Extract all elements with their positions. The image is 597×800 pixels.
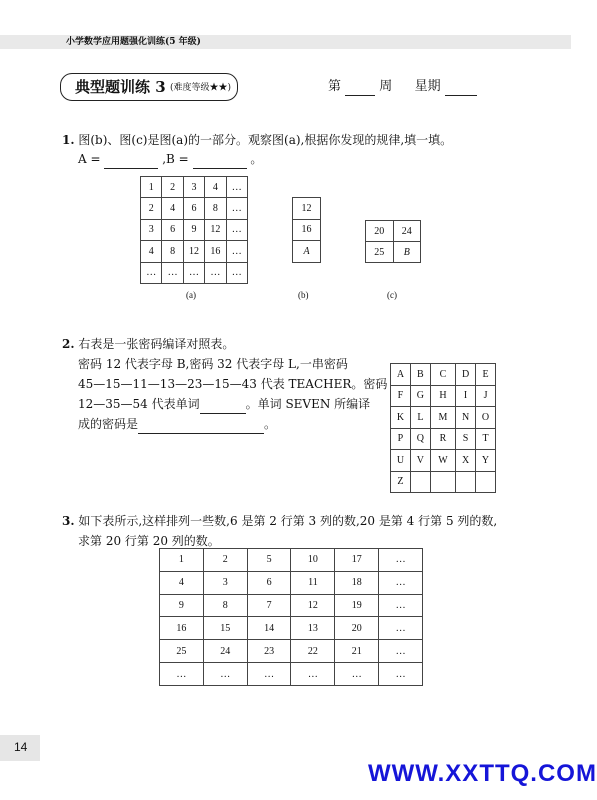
q2-text: 12—35—54 代表单词 <box>78 397 200 411</box>
table-cell <box>476 471 496 493</box>
table-cell: T <box>476 428 496 450</box>
q2-line: 45—15—11—13—23—15—43 代表 TEACHER。密码 <box>78 377 388 391</box>
table-cell: … <box>379 663 423 686</box>
week-blank[interactable] <box>345 81 375 96</box>
table-cell: 20 <box>366 221 394 242</box>
table-cell: … <box>247 663 291 686</box>
table-cell: … <box>203 663 247 686</box>
table-cell: R <box>430 428 455 450</box>
table-cell: N <box>456 407 476 429</box>
word-blank[interactable] <box>200 399 246 414</box>
table-cell: 4 <box>205 177 226 198</box>
number-array-table <box>159 548 423 686</box>
table-row <box>293 219 321 241</box>
q2-text: 。 <box>264 417 277 431</box>
table-row <box>160 617 423 640</box>
table-a <box>140 176 248 284</box>
table-cell: 11 <box>291 571 335 594</box>
question-1 <box>62 130 552 150</box>
question-text: 图(b)、图(c)是图(a)的一部分。观察图(a),根据你发现的规律,填一填。 <box>78 133 453 147</box>
table-cell: 24 <box>393 221 421 242</box>
table-cell: L <box>410 407 430 429</box>
table-row <box>160 594 423 617</box>
table-row <box>391 450 496 472</box>
table-cell: M <box>430 407 455 429</box>
table-cell: 21 <box>335 640 379 663</box>
table-cell: A <box>293 241 321 263</box>
q2-line-blank1 <box>78 394 370 414</box>
question-2-intro <box>62 334 234 354</box>
table-row <box>160 549 423 572</box>
table-cell: D <box>456 364 476 386</box>
b-blank[interactable] <box>193 154 247 169</box>
table-cell: … <box>162 262 183 283</box>
table-cell: 2 <box>162 177 183 198</box>
table-cell: 2 <box>203 549 247 572</box>
q3-line: 求第 20 行第 20 列的数。 <box>78 534 220 548</box>
table-cell: 12 <box>291 594 335 617</box>
page-number: 14 <box>14 740 28 754</box>
table-cell: P <box>391 428 411 450</box>
table-cell: 2 <box>141 198 162 219</box>
table-cell: 19 <box>335 594 379 617</box>
table-cell: 16 <box>293 219 321 241</box>
table-cell: 18 <box>335 571 379 594</box>
table-cell: … <box>379 549 423 572</box>
table-row <box>293 198 321 220</box>
table-cell: 7 <box>247 594 291 617</box>
table-cell: Q <box>410 428 430 450</box>
table-cell: G <box>410 385 430 407</box>
table-cell: B <box>410 364 430 386</box>
table-cell: Y <box>476 450 496 472</box>
table-row <box>160 663 423 686</box>
table-row <box>391 407 496 429</box>
table-row <box>293 241 321 263</box>
table-cell: 12 <box>293 198 321 220</box>
table-cell: 15 <box>203 617 247 640</box>
table-row <box>141 241 248 262</box>
table-cell: 4 <box>141 241 162 262</box>
table-cell: 1 <box>160 549 204 572</box>
caption-a: (a) <box>186 290 196 300</box>
a-label: A = <box>78 152 101 166</box>
table-cell: 6 <box>247 571 291 594</box>
table-cell: 4 <box>162 198 183 219</box>
table-cell: … <box>226 241 247 262</box>
table-cell: 8 <box>205 198 226 219</box>
running-title: 小学数学应用题强化训练(5 年级) <box>66 37 201 47</box>
table-cell: 1 <box>141 177 162 198</box>
week-label-di: 第 <box>328 79 342 94</box>
table-cell: 6 <box>183 198 204 219</box>
caption-b: (b) <box>298 290 309 300</box>
table-row <box>141 219 248 240</box>
table-cell: … <box>335 663 379 686</box>
section-title: 典型题训练 3 <box>75 78 166 96</box>
caption-c: (c) <box>387 290 397 300</box>
q1-answer-line <box>78 149 262 169</box>
question-number: 2. <box>62 337 75 351</box>
table-cell: … <box>183 262 204 283</box>
question-text: 右表是一张密码编译对照表。 <box>78 337 235 351</box>
q2-line: 密码 12 代表字母 B,密码 32 代表字母 L,一串密码 <box>78 357 348 371</box>
table-row <box>141 198 248 219</box>
table-cell: S <box>456 428 476 450</box>
table-row <box>141 262 248 283</box>
table-cell: I <box>456 385 476 407</box>
table-cell: … <box>226 262 247 283</box>
table-cell: … <box>379 617 423 640</box>
table-row <box>391 364 496 386</box>
table-row <box>141 177 248 198</box>
table-cell: 9 <box>183 219 204 240</box>
table-cell: 16 <box>160 617 204 640</box>
table-cell: W <box>430 450 455 472</box>
table-cell: H <box>430 385 455 407</box>
table-cell: 12 <box>183 241 204 262</box>
table-cell: 22 <box>291 640 335 663</box>
table-cell: 4 <box>160 571 204 594</box>
table-cell <box>410 471 430 493</box>
a-blank[interactable] <box>104 154 158 169</box>
table-cell: 5 <box>247 549 291 572</box>
table-c <box>365 220 421 263</box>
week-label-zhou: 周 <box>379 79 393 94</box>
table-cell: 8 <box>162 241 183 262</box>
difficulty-label: (难度等级★★) <box>170 83 232 93</box>
table-cell: 12 <box>205 219 226 240</box>
table-cell <box>430 471 455 493</box>
table-cell: … <box>291 663 335 686</box>
table-cell: 13 <box>291 617 335 640</box>
question-3 <box>62 511 497 531</box>
table-cell: … <box>205 262 226 283</box>
table-cell: 25 <box>366 242 394 263</box>
table-cell: 24 <box>203 640 247 663</box>
watermark: WWW.XXTTQ.COM <box>368 760 597 787</box>
day-label: 星期 <box>414 79 441 94</box>
table-row <box>366 242 421 263</box>
table-cell: U <box>391 450 411 472</box>
table-cell: Z <box>391 471 411 493</box>
table-cell: B <box>393 242 421 263</box>
table-cell: … <box>379 571 423 594</box>
table-cell: 3 <box>183 177 204 198</box>
table-row <box>391 428 496 450</box>
week-day-field <box>328 78 477 96</box>
table-row <box>366 221 421 242</box>
table-cell: 6 <box>162 219 183 240</box>
b-label: ,B = <box>162 152 189 166</box>
question-number: 3. <box>62 514 75 528</box>
table-cell: X <box>456 450 476 472</box>
table-cell: 17 <box>335 549 379 572</box>
table-cell: 9 <box>160 594 204 617</box>
table-cell: 16 <box>205 241 226 262</box>
table-cell: F <box>391 385 411 407</box>
table-cell: … <box>160 663 204 686</box>
table-cell: J <box>476 385 496 407</box>
table-cell: 3 <box>203 571 247 594</box>
table-cell: … <box>141 262 162 283</box>
table-cell <box>456 471 476 493</box>
cipher-table <box>390 363 496 493</box>
table-b <box>292 197 321 263</box>
q2-text: 成的密码是 <box>78 417 139 431</box>
table-cell: K <box>391 407 411 429</box>
table-cell: … <box>226 198 247 219</box>
table-cell: V <box>410 450 430 472</box>
table-cell: 3 <box>141 219 162 240</box>
table-cell: A <box>391 364 411 386</box>
table-cell: C <box>430 364 455 386</box>
table-cell: 23 <box>247 640 291 663</box>
table-row <box>160 571 423 594</box>
table-cell: 20 <box>335 617 379 640</box>
table-cell: E <box>476 364 496 386</box>
table-row <box>160 640 423 663</box>
day-blank[interactable] <box>445 81 477 96</box>
table-cell: … <box>379 594 423 617</box>
table-cell: … <box>226 177 247 198</box>
end-mark: 。 <box>250 152 263 166</box>
q2-text: 。单词 SEVEN 所编译 <box>245 397 371 411</box>
table-cell: … <box>226 219 247 240</box>
table-cell: 25 <box>160 640 204 663</box>
question-text: 如下表所示,这样排列一些数,6 是第 2 行第 3 列的数,20 是第 4 行第 5 列的数, <box>78 514 498 528</box>
table-cell: 8 <box>203 594 247 617</box>
question-number: 1. <box>62 133 75 147</box>
table-row <box>391 471 496 493</box>
q2-line-blank2 <box>78 414 276 434</box>
table-row <box>391 385 496 407</box>
table-cell: O <box>476 407 496 429</box>
code-blank[interactable] <box>138 419 264 434</box>
table-cell: 10 <box>291 549 335 572</box>
table-cell: 14 <box>247 617 291 640</box>
table-cell: … <box>379 640 423 663</box>
